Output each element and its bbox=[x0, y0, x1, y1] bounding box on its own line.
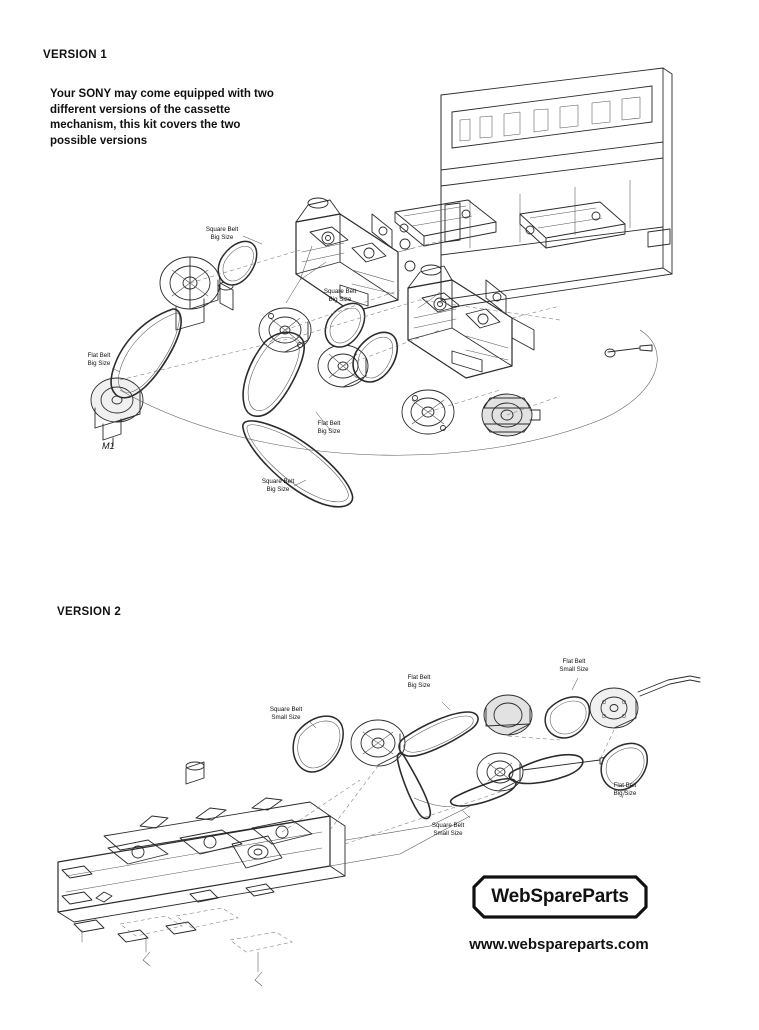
version-2-heading: VERSION 2 bbox=[57, 606, 122, 618]
deck-plate-right bbox=[520, 202, 625, 248]
callout-square-belt-small-1: Square Belt Small Size bbox=[269, 706, 303, 721]
callout-square-belt-small-2: Square Belt Small Size bbox=[431, 822, 465, 837]
callout-flat-belt-big-2: Flat Belt Big Size bbox=[317, 420, 341, 435]
belt-square-big-center bbox=[325, 303, 364, 347]
brand-website-url: www.webspareparts.com bbox=[469, 936, 649, 953]
callout-square-belt-big-1: Square Belt Big Size bbox=[205, 226, 239, 241]
brand-name: WebSpareParts bbox=[491, 886, 629, 907]
cassette-mechanism-b bbox=[408, 265, 534, 378]
belt-square-small-left bbox=[293, 716, 343, 772]
callout-flat-belt-big-v2-1: Flat Belt Big Size bbox=[407, 674, 431, 689]
deck-plate-left bbox=[395, 200, 496, 246]
version-2-exploded-diagram bbox=[0, 630, 759, 1030]
capstan-shaft bbox=[605, 345, 652, 357]
pulley-group-right bbox=[402, 390, 540, 436]
callout-flat-belt-big-1: Flat Belt Big Size bbox=[87, 352, 111, 367]
callout-square-belt-big-3: Square Belt Big Size bbox=[261, 478, 295, 493]
callout-square-belt-big-2: Square Belt Big Size bbox=[323, 288, 357, 303]
chassis-deck-v2 bbox=[58, 762, 345, 986]
version-1-heading: VERSION 1 bbox=[43, 49, 108, 61]
motor-m1 bbox=[91, 378, 143, 446]
motor-label-m1: M1 bbox=[102, 441, 115, 451]
callout-flat-belt-small-1: Flat Belt Small Size bbox=[559, 658, 589, 673]
callout-leader-lines bbox=[112, 236, 440, 486]
belt-flat-small-right bbox=[545, 697, 589, 738]
belt-square-big-top bbox=[218, 241, 256, 285]
belt-flat-big-v2-left bbox=[397, 712, 478, 819]
callout-flat-belt-big-v2-2: Flat Belt Big Size bbox=[613, 782, 637, 797]
pulley-v2-left-top bbox=[484, 695, 532, 735]
motor-v2-right bbox=[590, 676, 700, 728]
intro-paragraph: Your SONY may come equipped with two different versions of the cassette mechanism, this kit covers the two possible versions bbox=[50, 88, 274, 147]
brand-logo bbox=[470, 873, 650, 921]
chassis-back-panel bbox=[441, 68, 672, 307]
